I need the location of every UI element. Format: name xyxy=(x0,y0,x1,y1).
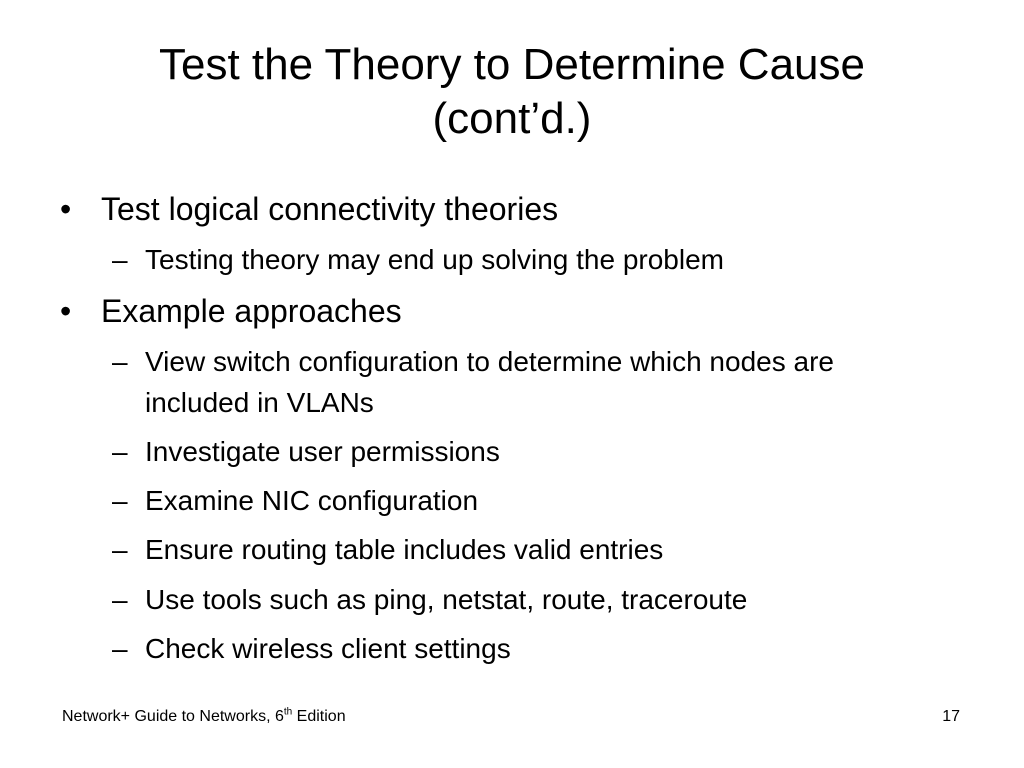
dash-marker: – xyxy=(112,244,128,275)
footer-edition-word: Edition xyxy=(292,708,346,725)
footer-book-title xyxy=(62,707,346,727)
page-number: 17 xyxy=(942,708,960,725)
dash-marker: – xyxy=(112,436,128,467)
sub-bullet-text: Testing theory may end up solving the problem xyxy=(145,244,724,275)
bullet-text: Example approaches xyxy=(101,293,402,329)
footer-superscript: th xyxy=(283,706,293,718)
bullet-text: Test logical connectivity theories xyxy=(101,191,559,227)
dash-marker: – xyxy=(112,485,128,516)
dash-marker: – xyxy=(112,584,128,615)
slide-title xyxy=(60,38,964,146)
sub-bullet-text: Investigate user permissions xyxy=(145,436,500,467)
sub-bullet-text: Check wireless client settings xyxy=(145,633,511,664)
sub-bullet-text: Examine NIC configuration xyxy=(145,485,479,516)
slide-title-line-2: (cont’d.) xyxy=(432,94,592,143)
slide-title-line-1: Test the Theory to Determine Cause xyxy=(159,40,865,89)
dash-marker: – xyxy=(112,633,128,664)
footer-title-text: Network+ Guide to Networks, 6 xyxy=(62,708,284,725)
sub-bullet-text: View switch configuration to determine which nodes are included in VLANs xyxy=(145,346,834,418)
sub-bullet-text: Ensure routing table includes valid entries xyxy=(145,534,664,565)
bullet-marker: • xyxy=(60,191,72,227)
sub-bullet-text: Use tools such as ping, netstat, route, traceroute xyxy=(145,584,748,615)
dash-marker: – xyxy=(112,346,128,377)
bullet-marker: • xyxy=(60,293,72,329)
dash-marker: – xyxy=(112,534,128,565)
